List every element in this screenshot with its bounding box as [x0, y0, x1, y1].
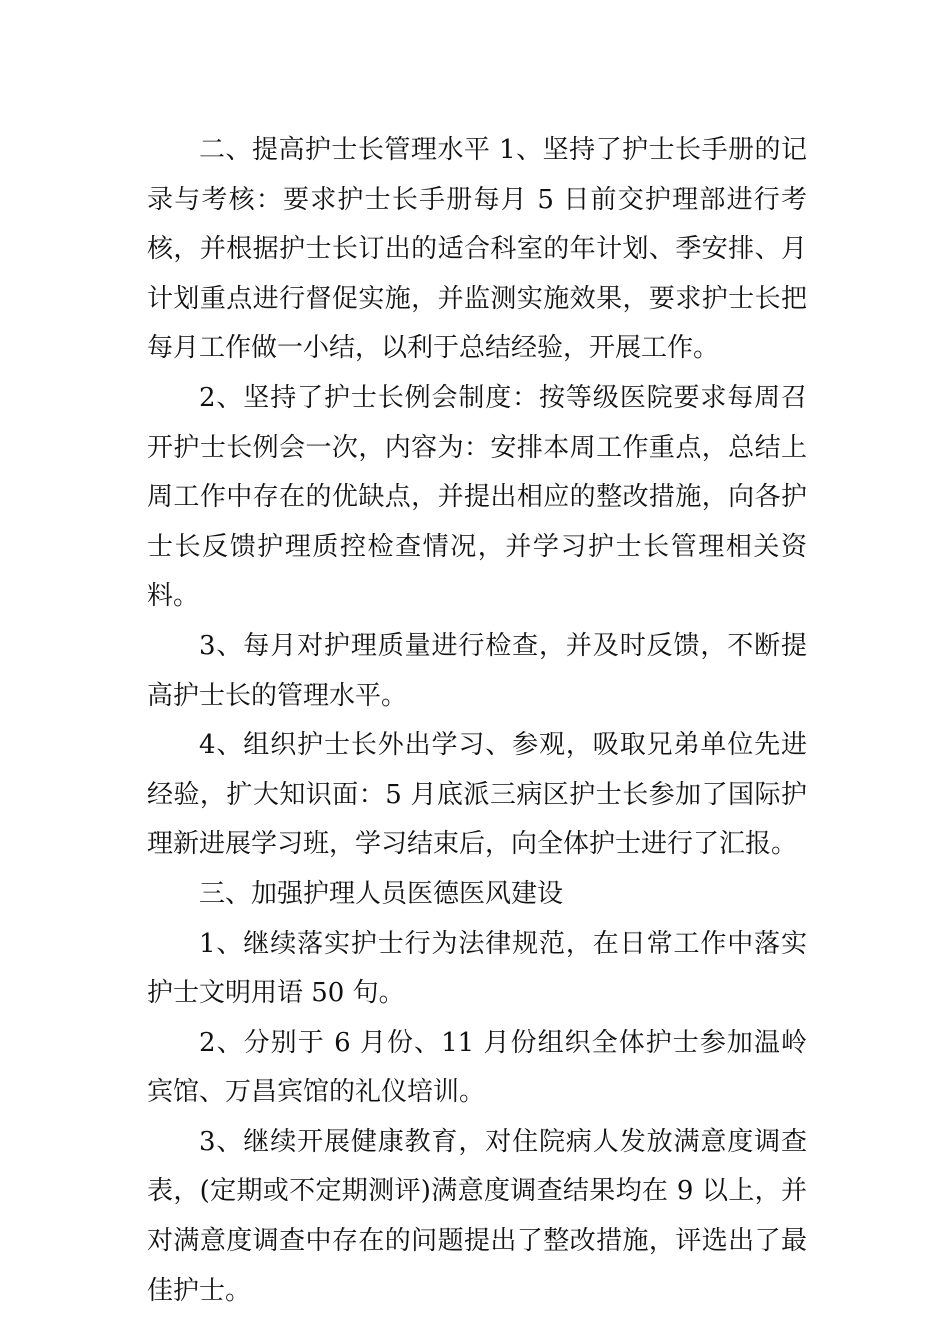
paragraph-nurse-head-management: 二、提高护士长管理水平 1、坚持了护士长手册的记录与考核：要求护士长手册每月 5 日前交护理部进行考核，并根据护士长订出的适合科室的年计划、季安排、月计划重点进行督促实施，并监测实施效果，要求护士长把每月工作做一小结，以利于总结经验，开展工作。 [147, 135, 807, 364]
paragraph-monthly-inspection: 3、每月对护理质量进行检查，并及时反馈，不断提高护士长的管理水平。 [147, 630, 807, 711]
paragraph-weekly-meeting: 2、坚持了护士长例会制度：按等级医院要求每周召开护士长例会一次，内容为：安排本周工作重点，总结上周工作中存在的优缺点，并提出相应的整改措施，向各护士长反馈护理质控检查情况，并学习护士长管理相关资料。 [147, 382, 807, 612]
paragraph-etiquette-training: 2、分别于 6 月份、11 月份组织全体护士参加温岭宾馆、万昌宾馆的礼仪培训。 [147, 1027, 807, 1108]
section-heading-ethics: 三、加强护理人员医德医风建设 [199, 878, 564, 909]
paragraph-health-education: 3、继续开展健康教育，对住院病人发放满意度调查表，(定期或不定期测评)满意度调查结果均在 9 以上，并对满意度调查中存在的问题提出了整改措施，评选出了最佳护士。 [147, 1126, 807, 1306]
paragraph-code-of-conduct: 1、继续落实护士行为法律规范，在日常工作中落实护士文明用语 50 句。 [147, 928, 807, 1009]
document-body [147, 126, 807, 1316]
paragraph-external-study: 4、组织护士长外出学习、参观，吸取兄弟单位先进经验，扩大知识面：5 月底派三病区护士长参加了国际护理新进展学习班，学习结束后，向全体护士进行了汇报。 [147, 730, 807, 860]
